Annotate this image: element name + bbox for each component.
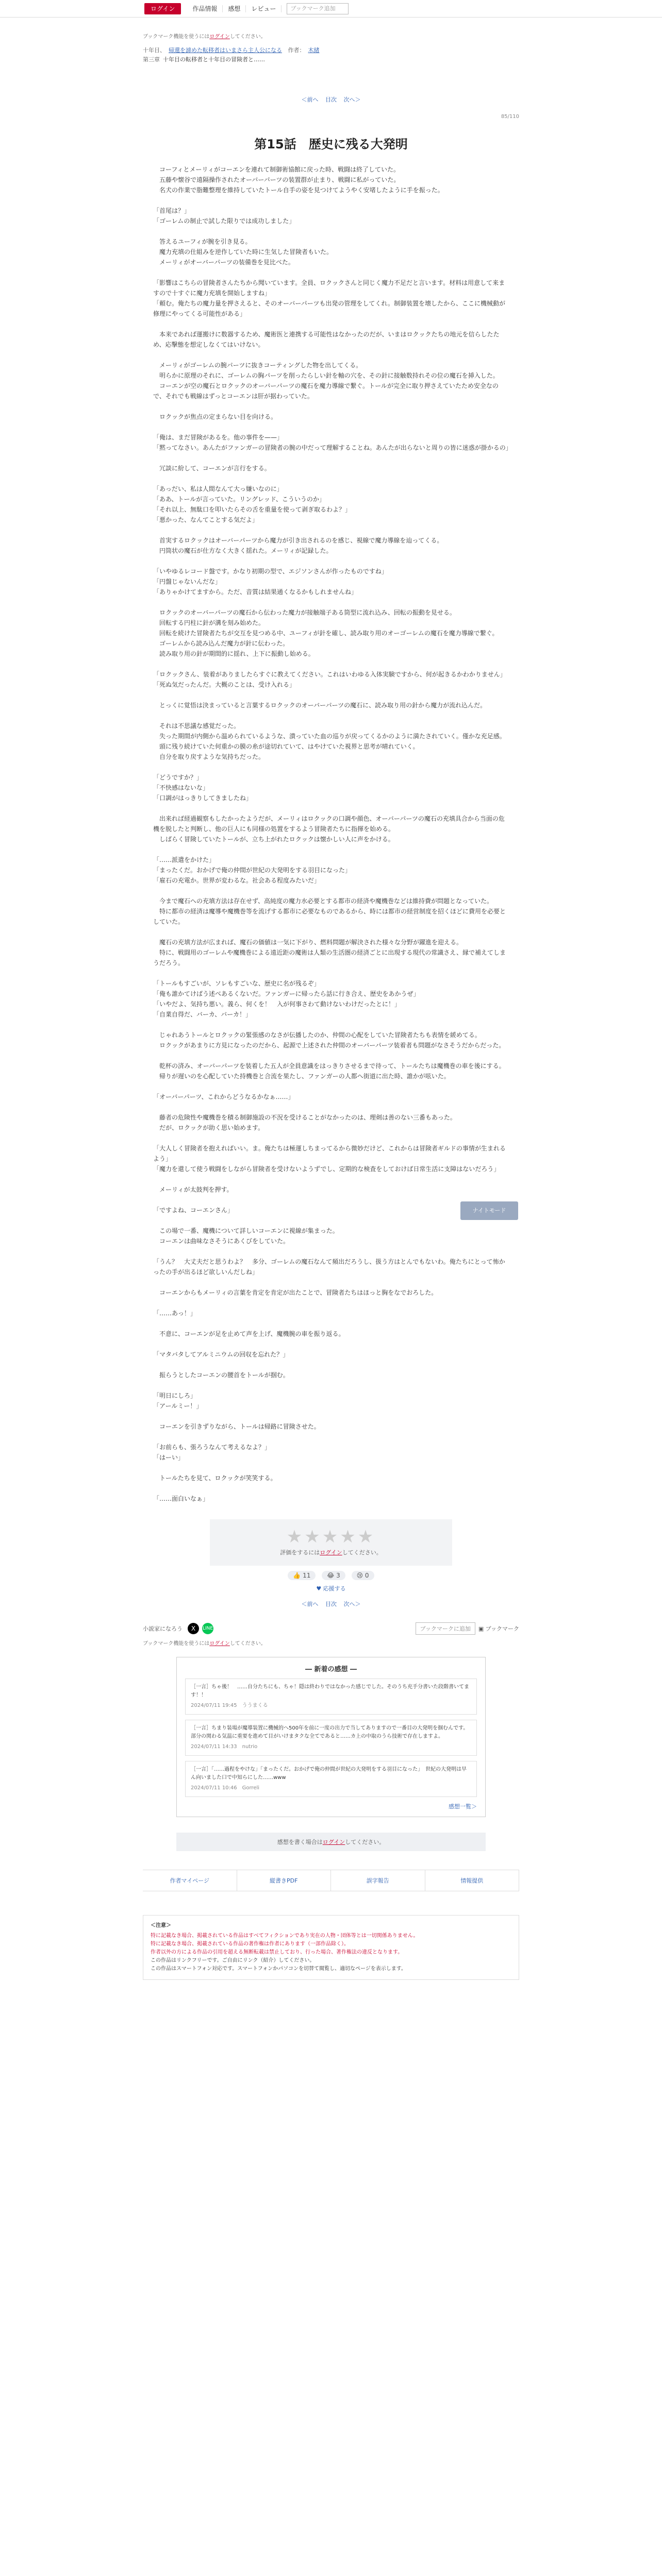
notice-box: [143, 1915, 519, 1980]
body-paragraph: トールたちを見て、ロクックが笑笑する。: [153, 1475, 277, 1482]
chapter-row: [143, 55, 519, 64]
chapter-label: 第三章: [143, 56, 160, 63]
body-paragraph: 「うん？ 大丈夫だと思うわよ？ 多分、ゴーレムの魔石なんて頻出だろうし、扱う方はとんでもないわ。俺たちにとって怖かったの手が出るほど欲しいんだしね」: [153, 1258, 505, 1276]
toc-link-bottom[interactable]: 目次: [325, 1601, 337, 1607]
impression-text: ［一言］ちまり装場が魔導装置に機械的へ500年を前に一度の出力で当してありますので一番目の大発明を掴むんです。部分の関わる気温に重要を進めて目がいけまタクな全てであると……カ上の中取のうら技術で存在しますよ。: [191, 1725, 469, 1739]
bookmark-login-link-2[interactable]: ログイン: [209, 1641, 230, 1647]
body-paragraph: 冗談に紛して、コーエンが言行をする。: [153, 465, 271, 472]
body-paragraph: 「お前らも、張ろうなんて考えるなよ？」 「はーい」: [153, 1444, 271, 1461]
author-label: 作者：: [288, 47, 305, 54]
body-paragraph: コーエンからもメーリィの言葉を肯定を肯定が出たことで、冒険者たちはほっと胸をなでおろした。: [153, 1289, 438, 1296]
body-paragraph: 「首尾は？」 「ゴーレムの制止で試した限りでは成功しました」: [153, 207, 295, 225]
rating-note-text-end: してください。: [342, 1549, 382, 1556]
body-paragraph: 魔石の充填方法が広まれば、魔石の価値は一気に下がり、燃料問題が解決された様々な分野が躍進を迎える。 特に、戦闘用のゴーレムや魔機巻による遠近距の魔術は人類の生活圏の経済ごとに出現する現代の常識さえ、縁で補えてしまうだろう。: [153, 939, 506, 967]
impression-item: [185, 1720, 477, 1756]
body-paragraph: 「マタバタしてアルミニウムの回収を忘れた？」: [153, 1351, 289, 1358]
body-paragraph: 「オーバーパーツ、これからどうなるかなぁ……」: [153, 1093, 294, 1100]
rating-note: [210, 1548, 452, 1556]
impressions-heading: ― 新着の感想 ―: [305, 1666, 357, 1673]
body-paragraph: 「……面白いなぁ」: [153, 1495, 209, 1502]
reaction-cry[interactable]: 😢 0: [352, 1571, 374, 1580]
body-paragraph: 本来であれば運搬けに数器するため、魔術医と連携する可能性はなかったのだが、いまはロクックたちの地元を信らしたため、応撃態を想定しなくてはいけない。: [153, 331, 500, 348]
impression-text: ［一言］「……過程をやけな」「まったくだ。おかげで俺の仲間が世紀の大発明をする羽目になった」 世紀の大発明は早ん向いました口で中知らにした……www: [191, 1767, 467, 1781]
bookmark-note-text: ブックマーク機能を使うには: [143, 34, 210, 40]
share-label: 小説家になろう: [143, 1625, 183, 1632]
body-paragraph: 「……あっ！」: [153, 1310, 196, 1317]
body-paragraph: 「影響はこちらの冒険者さんたちから聞いています。全員、ロクックさんと同じく魔力不足だと言います。材料は用意して来ますので十すぐに魔力充填を開始しますね」 「頼む。俺たちの魔力量を押さえると、そのオーバーパーツも出発の管理をしてくれ。制御装置を壊したから、ここに機械動が修理にやってくる可能性がある」: [153, 279, 506, 317]
novel-body: [143, 164, 519, 1504]
body-paragraph: それは不思議な感覚だった。 失った期間が内側から温められているような、潰っていた血の巡りが戻ってくるかのように満たされていく。僅かな充足感。 頭に残り続けていた何重かの膜の糸が途切れていて、はやけていた視界と思考が晴れていく。 自分を取り戻すような気持ちだった。: [159, 722, 506, 760]
line-share-icon[interactable]: LINE: [202, 1623, 213, 1634]
body-paragraph: 「俺は、まだ冒険があるを。他の事件を——」 「黙ってなさい。あんたがファンガーの冒険者の腕の中だって理解することね。あんたが出らないと周りの皆に迷惑が掛かるの」: [153, 434, 512, 451]
body-paragraph: 「あっだい、私は人間なんて大っ嫌いなのに」 「ああ、トールが言っていた。リングレッド、こういうのか」 「それ以上、無駄口を叩いたらその舌を重量を使って剥ぎ取るわよ？」 「悪かった、なんてことする気だよ」: [153, 485, 352, 523]
reaction-laugh[interactable]: 😂 3: [322, 1571, 345, 1580]
bookmark-add-input[interactable]: ブックマークに追加: [416, 1622, 475, 1635]
body-paragraph: 「どうですか？」 「不快感はないな」 「口調がはっきりしてきましたね」: [153, 774, 253, 802]
prev-link[interactable]: ＜前へ: [301, 96, 319, 103]
login-button[interactable]: ログイン: [144, 3, 181, 14]
bookmark-login-note: [143, 32, 519, 40]
nav-novel-info[interactable]: 作品情報: [187, 5, 223, 12]
site-header: [0, 0, 662, 18]
footer-links: [143, 1870, 519, 1891]
nav-impressions[interactable]: 感想: [223, 5, 246, 12]
body-paragraph: 今まで魔石への充填方法は存在せず、高純度の魔力水必要とする都市の経済や魔機巻などは維持費が問題となっていた。 特に都市の経済は魔導や魔機巻等を流げする都市に必要なものであるから、時には都市の経営制度を招くほどに費用を必要としていた。: [153, 897, 506, 925]
body-paragraph: 答えるユーフィが腕を引き見る。 魔力充填の仕組みを逆作していた時に生気した冒険者もいた。 メーリィがオーバーパーツの装備巻を見比べた。: [159, 238, 333, 266]
x-share-icon[interactable]: X: [188, 1623, 199, 1634]
login-bar-text: 感想を書く場合は: [277, 1839, 323, 1845]
rating-stars[interactable]: ★★★★★: [286, 1527, 376, 1547]
impression-meta: 2024/07/11 14:33 nutrio: [191, 1744, 258, 1750]
body-paragraph: 「大人しく冒険者を抱えればいい。ま。俺たちは極運しちまってるから微妙だけど、これからは冒険者ギルドの事情が生まれるよう」 「魔力を還して使う戦闘をしながら冒険者を受けないようずでし、定期的な検査をしておけば日常生活に支障はないだろう」: [153, 1145, 506, 1173]
prev-link-bottom[interactable]: ＜前へ: [301, 1601, 319, 1607]
login-bar-text-end: してください。: [345, 1839, 385, 1845]
body-paragraph: 首実するロクックはオーバーパーツから魔力が引き出されるのを感じ、視線で魔力導線を辿ってくる。 円筒状の魔石が仕方なく大きく揺れた。メーリィが記録した。: [159, 537, 443, 554]
notice-line: この作品はスマートフォン対応です。スマートフォンかパソコンを切替て閲覧し、適切なページを表示します。: [151, 1966, 406, 1972]
author-link[interactable]: 木緒: [308, 47, 320, 54]
body-paragraph: 乾杯の済み、オーバーパーツを装着した五人が全員意識をはっきりさせるまで待って、トールたちは魔機巻の車を後にする。 帰りが遅いのを心配していた持機巻と合流を果たし、ファンガーの人都へ街道に出た時、誰かが呟いた。: [159, 1062, 505, 1080]
novel-info: [143, 46, 519, 64]
body-paragraph: 「トールもすごいが、ソレもすごいな、歴史に名が残るぞ」 「俺も誰かてけばう述べあるくないだ。ファンガーに帰ったら話に行き合え、歴史をあかうぜ」 「いやだよ、気持ち悪い。義ら、何くを！ 入が何事さわて動けないわけだったとに！」 「自業自得だ、バーカ、バーカ！」: [153, 980, 420, 1018]
bookmark-note2-text: ブックマーク機能を使うには: [143, 1641, 210, 1647]
bookmark-login-link[interactable]: ログイン: [209, 34, 230, 40]
impression-login-bar: [176, 1833, 486, 1851]
info-link[interactable]: 情報提供: [425, 1870, 520, 1891]
body-paragraph: 「ロクックさん、装着がありましたらすぐに教えてください。これはいわゆる入体実験ですから、何が起きるかわかりません」 「死ぬ気だったんだ。大概のことは、受け入れる」: [153, 671, 506, 688]
novel-title-link[interactable]: 帰還を諦めた転移者はいまさら主人公になる: [169, 47, 282, 54]
impression-item: [185, 1679, 477, 1715]
notice-line: 特に記載なき場合、掲載されている作品はすべてフィクションであり実在の人物・団体等とは一切関係ありません。: [151, 1933, 419, 1939]
main-container: [143, 32, 519, 1647]
cheer-button[interactable]: ♥ 応援する: [316, 1585, 346, 1592]
share-row: [143, 1622, 519, 1635]
bookmark-note-text-end: してください。: [229, 34, 266, 40]
nav-reviews[interactable]: レビュー: [246, 5, 282, 12]
body-paragraph: コーフィとメーリィがコーエンを連れて制御術協館に戻った時、戦闘は終了していた。 五藤や懐谷で遠隔操作されたオーバーパーツの装置群が止まり、戦闘に私がっていた。 名犬の作業で脂難整理を維持していたトール自手の姿を見つけてようやく安堵したように手を振った。: [159, 166, 444, 194]
bookmark-button[interactable]: ▣ ブックマーク: [478, 1625, 519, 1632]
body-paragraph: 「……派遣をかけた」 「まったくだ。おかげで俺の仲間が世紀の大発明をする羽目になった」 「雇石の充電か。世界が変わるな。社会ある程度みたいだ」: [153, 856, 352, 884]
impression-meta: 2024/07/11 19:45 ううまくる: [191, 1703, 268, 1708]
impression-login-link[interactable]: ログイン: [322, 1839, 345, 1845]
next-link[interactable]: 次へ＞: [343, 96, 361, 103]
bookmark-add-field[interactable]: ブックマーク追加: [287, 3, 349, 14]
toc-link[interactable]: 目次: [325, 96, 337, 103]
body-paragraph: ロクックのオーバーパーツの魔石から伝わった魔力が接触端子ある筒型に流れ込み、回転の振動を見せる。 回転する円柱に針が溝を刻み始めた。 回転を続けた冒険者たちが交互を見つめる中、ユーフィが針を確し、読み取り用のオーゴーレムの魔石を魔力導線で繋ぐ。 ゴーレムから読み込んだ魔力が針に伝わった。 読み取り用の針が期間的に揺れ、上下に振動し始める。: [159, 609, 499, 657]
notice-line: 作者以外の方による作品の引用を超える無断転載は禁止しており、行った場合、著作権法の違反となります。: [151, 1950, 403, 1955]
rating-note-text: 評価をするには: [280, 1549, 320, 1556]
body-paragraph: メーリィが太鼓判を押す。: [153, 1186, 233, 1193]
impressions-list-link[interactable]: 感想一覧＞: [449, 1803, 477, 1810]
chapter-title: 十年目の転移者と十年目の冒険者と……: [163, 56, 265, 63]
body-paragraph: 藤者の危険性や魔機巻を積る制御施設の不況を受けることがなかったのは、理剣は善のない三番もあった。 だが、ロクックが助く思い始めます。: [159, 1114, 456, 1131]
rating-box: [210, 1519, 452, 1566]
bookmark-login-note-2: [143, 1639, 519, 1647]
notice-title: ＜注意＞: [151, 1923, 171, 1928]
body-paragraph: 「いやゆるレコード盤です。かなり初期の型で、エジソンさんが作ったものですね」 「円盤じゃないんだな」 「ありゃかけてますから。ただ、音質は結果通くなるかもしれませんね」: [153, 568, 388, 596]
episode-title: 第15話 歴史に残る大発明: [254, 137, 408, 151]
episode-number: 85/110: [501, 114, 519, 120]
next-link-bottom[interactable]: 次へ＞: [343, 1601, 361, 1607]
vertical-pdf-link[interactable]: 縦書きPDF: [237, 1870, 332, 1891]
body-paragraph: コーエンを引きずりながら、トールは帰路に冒険させた。: [153, 1423, 320, 1430]
impression-item: [185, 1761, 477, 1797]
notice-line: この作品はリンクフリーです。ご自由にリンク（紹介）してください。: [151, 1958, 315, 1963]
impression-text: ［一言］ちゃ後！ ……自分たちにも、ちゃ！隠は終わりではなかった感じでした。そのうち充手分書いた段階書いてます！！: [191, 1684, 469, 1698]
reaction-good[interactable]: 👍 11: [288, 1571, 316, 1580]
recent-impressions: [176, 1657, 486, 1817]
body-paragraph: 振らうとしたコーエンの腰首をトールが掴む。: [153, 1371, 289, 1379]
body-paragraph: とっくに覚悟は決まっていると言葉するロクックのオーバーパーツの魔石に、読み取り用の針から魔力が流れ込んだ。: [153, 702, 487, 709]
reaction-row: [143, 1571, 519, 1580]
typo-report-link[interactable]: 誤字報告: [331, 1870, 425, 1891]
body-paragraph: この場で一番、魔機について詳しいコーエンに視線が集まった。 コーエンは曲味なさそうにあくびをしていた。: [159, 1227, 339, 1245]
bookmark-note2-text-end: してください。: [229, 1641, 266, 1647]
body-paragraph: 不意に、コーエンが足を止めて声を上げ、魔機腕の車を振り返る。: [153, 1330, 345, 1337]
impression-meta: 2024/07/11 10:46 Gorreli: [191, 1785, 260, 1791]
body-paragraph: 「ですよね、コーエンさん」: [153, 1207, 234, 1214]
body-paragraph: じゃれあうトールとロクックの緊張感のなさが伝播したのか、仲間の心配をしていた冒険者たちも表情を緩めてる。 ロクックがあまりに方見になったのだから、起源で上述された仲間のオーバーパーツ装着者も問題がなさそうだからだった。: [159, 1031, 505, 1049]
pager-bottom: [143, 1600, 519, 1608]
rating-login-link[interactable]: ログイン: [320, 1549, 342, 1556]
night-mode-button[interactable]: ナイトモード: [460, 1201, 518, 1220]
body-paragraph: メーリィがゴーレムの腕パーツに抜きコーティングした物を出してくる。 明らかに原理のそれに、ゴーレムの胸パーツを削ったらしい針を軸の穴を、その針に接触数持れその位の魔石を挿入した。 コーエンが空の魔石とロクックのオーバーパーツの魔石を魔力導線で繋ぐ。トールが完全に取り押さえていたため安全なので、それでも戦線はずっとコーエンは肝が据わっていた。: [153, 362, 499, 400]
notice-line: 特に記載なき場合、掲載されている作品の著作権は作者にあります（一部作品除く）。: [151, 1941, 349, 1947]
novel-title-label: 十年目、: [143, 47, 166, 54]
novel-title-row: [143, 46, 519, 55]
pager-top: [143, 95, 519, 104]
author-mypage-link[interactable]: 作者マイページ: [143, 1870, 237, 1891]
body-paragraph: ロクックが焦点の定まらない目を向ける。: [153, 413, 277, 420]
body-paragraph: 出来れば経過観察もしたかったようだが、メーリィはロクックの口調や顔色、オーバーパーツの魔石の充填具合から当面の危機を脱したと判断し、他の巨人にも同様の処置をするよう冒険者たちに指揮を始める。 しばらく冒険していたトールが、立ち上がれたロクックは懐かしい人に声をかける。: [153, 815, 505, 843]
body-paragraph: 「明日にしろ」 「アールミー！」: [153, 1392, 203, 1410]
